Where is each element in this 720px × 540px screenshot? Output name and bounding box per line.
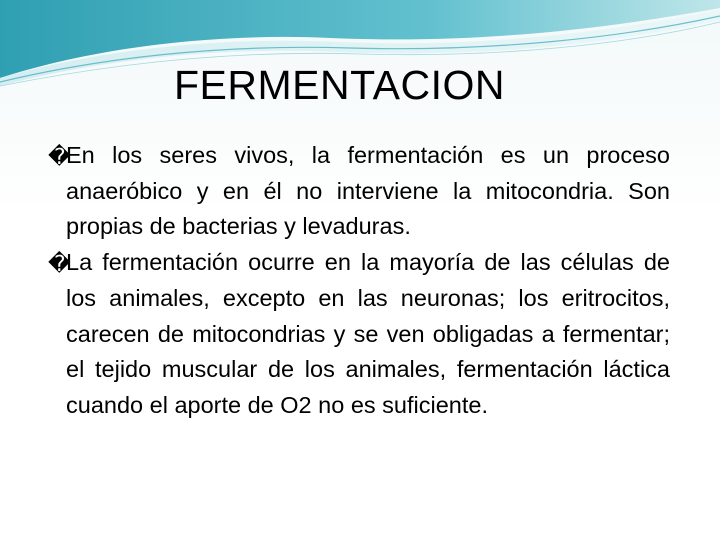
bullet-text: En los seres vivos, la fermentación es un proceso anaeróbico y en él no interviene la mitocondria. Son propias de bacterias y levaduras. [66,142,670,240]
bullet-icon: � [48,144,71,169]
bullet-list [48,138,670,424]
bullet-text: La fermentación ocurre en la mayoría de las células de los animales, excepto en las neuronas; los eritrocitos, carecen de mitocondrias y se ven obligadas a fermentar; el tejido muscular de los animales, fermentación láctica cuando el aporte de O2 no es suficiente. [66,249,670,418]
slide-title: FERMENTACION [174,62,505,108]
bullet-icon: � [48,251,71,277]
bullet-item [48,245,670,424]
bullet-item [48,138,670,245]
